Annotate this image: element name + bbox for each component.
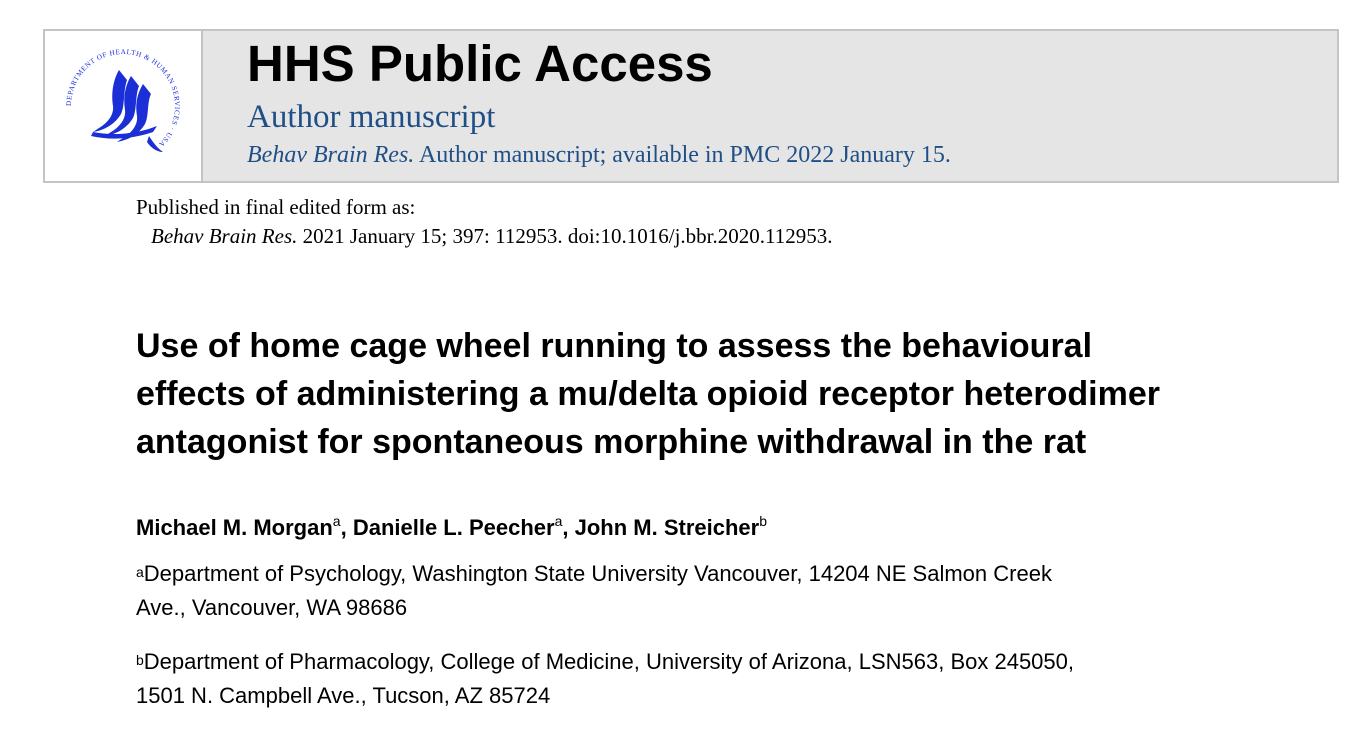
author-name: Danielle L. Peecher <box>352 515 555 540</box>
logo-ring-text: DEPARTMENT OF HEALTH & HUMAN SERVICES · USA <box>64 47 182 149</box>
author-name: John M. Streicher <box>574 515 760 540</box>
author-affiliation-mark: b <box>759 513 768 529</box>
affiliation-line: 1501 N. Campbell Ave., Tucson, AZ 85724 <box>136 683 551 708</box>
banner-title: HHS Public Access <box>247 35 713 92</box>
affiliation-mark: a <box>136 564 144 580</box>
banner-availability: Author manuscript; available in PMC 2022 January 15. <box>414 142 951 168</box>
banner-journal-line <box>247 142 951 169</box>
banner-subtitle: Author manuscript <box>247 99 496 135</box>
published-citation-text: 2021 January 15; 397: 112953. doi:10.1016/j.bbr.2020.112953. <box>297 224 833 248</box>
affiliation-text: Department of Psychology, Washington State University Vancouver, 14204 NE Salmon Creek <box>143 561 1052 586</box>
affiliation-a <box>136 557 1316 625</box>
article-title <box>136 322 1316 466</box>
affiliation-b <box>136 645 1316 713</box>
author-name: Michael M. Morgan <box>136 515 333 540</box>
affiliation-line <box>136 645 1316 679</box>
author-affiliation-mark: a <box>332 513 341 529</box>
affiliation-line <box>136 557 1316 591</box>
published-note <box>136 193 832 251</box>
affiliation-text: Department of Pharmacology, College of Medicine, University of Arizona, LSN563, Box 245050, <box>143 649 1074 674</box>
published-journal-abbrev: Behav Brain Res. <box>151 224 298 248</box>
banner-journal-abbrev: Behav Brain Res. <box>247 142 415 168</box>
affiliation-mark: b <box>136 652 144 668</box>
hhs-public-access-banner <box>43 29 1339 183</box>
author-separator: , <box>562 515 575 540</box>
article-title-line: Use of home cage wheel running to assess the behavioural <box>136 327 1093 365</box>
published-citation <box>136 222 832 251</box>
hhs-logo <box>45 31 203 181</box>
article-title-line: antagonist for spontaneous morphine withdrawal in the rat <box>136 423 1087 461</box>
author-affiliation-mark: a <box>554 513 563 529</box>
banner-title-area <box>203 31 1337 181</box>
author-separator: , <box>340 515 353 540</box>
article-title-line: effects of administering a mu/delta opioid receptor heterodimer <box>136 375 1160 413</box>
author-list <box>136 515 767 541</box>
published-label: Published in final edited form as: <box>136 195 416 219</box>
affiliation-line: Ave., Vancouver, WA 98686 <box>136 595 408 620</box>
hhs-eagle-seal-icon <box>53 36 193 176</box>
